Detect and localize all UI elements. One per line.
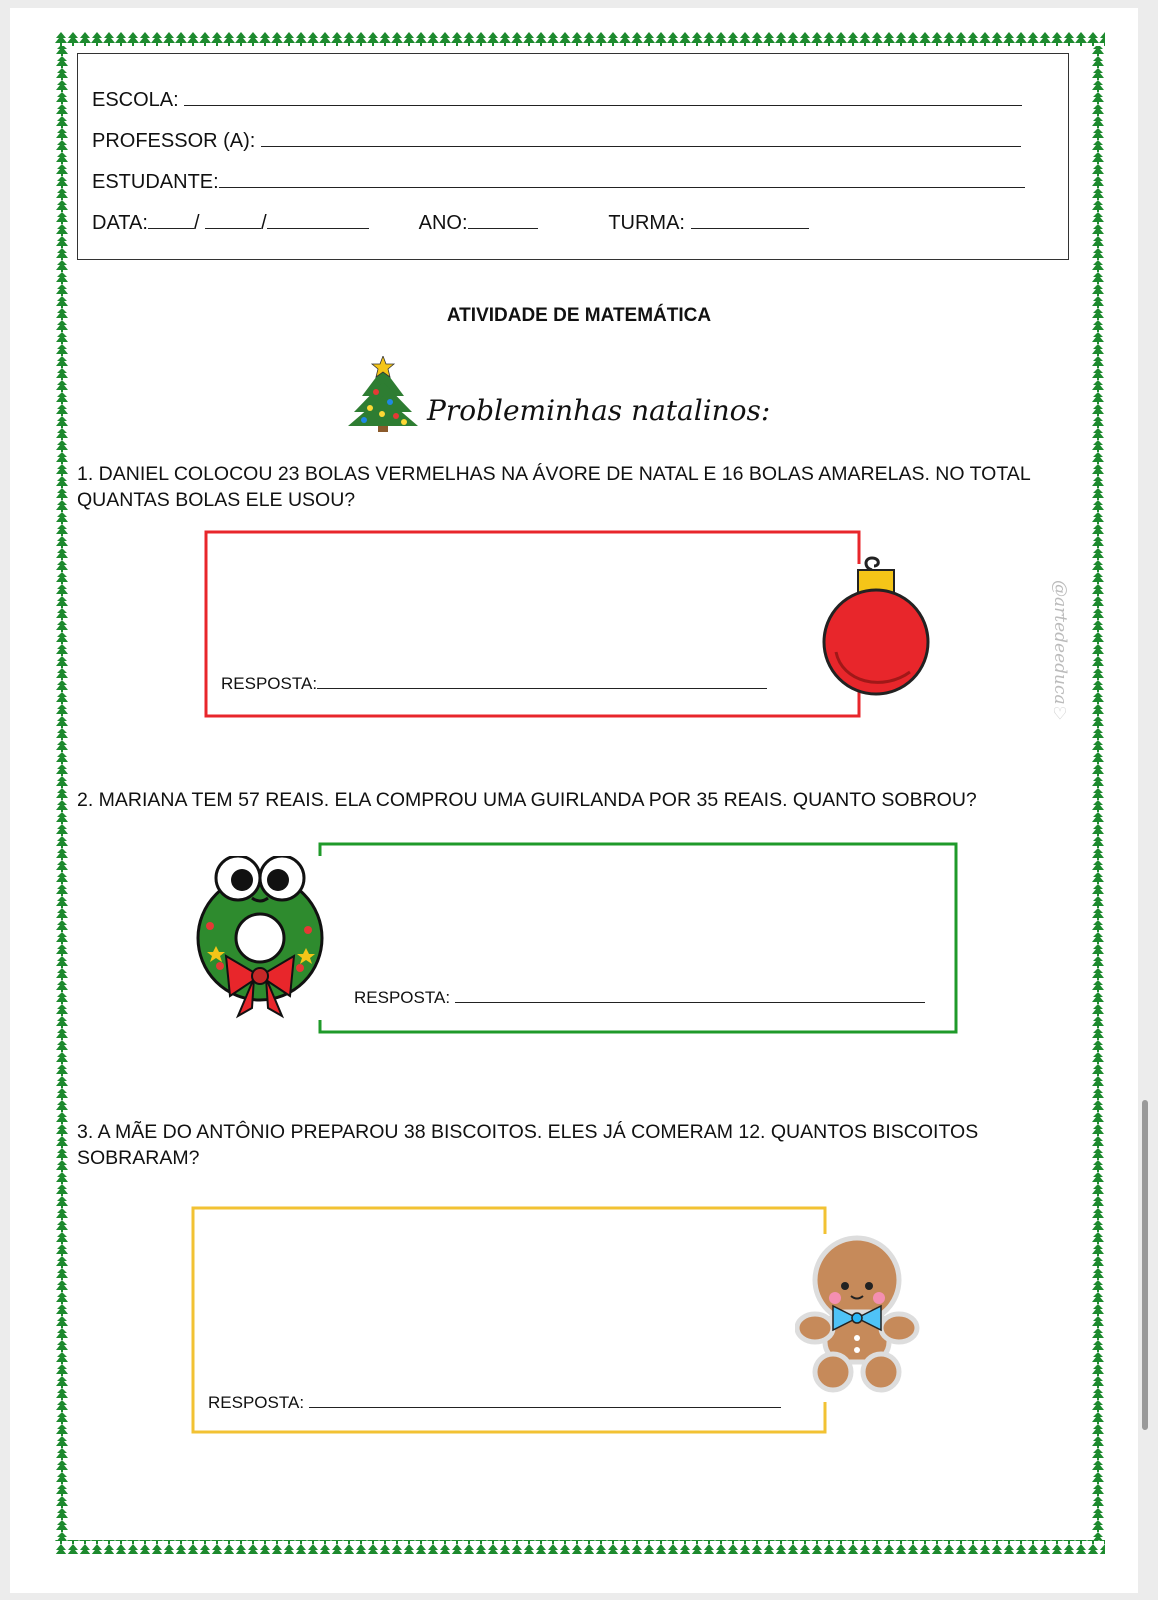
- answer-field-2[interactable]: [455, 988, 925, 1003]
- wreath-icon: [190, 856, 335, 1021]
- teacher-row: [92, 128, 1021, 153]
- date-month-field[interactable]: [205, 210, 261, 229]
- header-box: [77, 53, 1069, 260]
- date-separator: /: [193, 212, 200, 234]
- date-day-field[interactable]: [148, 210, 194, 229]
- answer-row-3: [208, 1393, 781, 1413]
- school-row: [92, 87, 1022, 112]
- watermark: [1050, 580, 1070, 725]
- class-field[interactable]: [691, 210, 809, 229]
- student-label: ESTUDANTE:: [92, 171, 219, 193]
- answer-label-2: RESPOSTA:: [354, 988, 451, 1007]
- class-label: TURMA:: [608, 212, 685, 234]
- scrollbar[interactable]: [1142, 1100, 1148, 1430]
- school-label: ESCOLA:: [92, 89, 179, 111]
- date-year-field[interactable]: [267, 210, 369, 229]
- question-1: 1. DANIEL COLOCOU 23 BOLAS VERMELHAS NA ÁVORE DE NATAL E 16 BOLAS AMARELAS. NO TOTAL QUANTAS BOLAS ELE USOU?: [77, 463, 1030, 511]
- watermark-text: @artedeeduca: [1050, 580, 1070, 705]
- heart-icon: ♡: [1050, 704, 1070, 725]
- answer-label-1: RESPOSTA:: [221, 674, 318, 693]
- date-row: [92, 210, 809, 235]
- question-2: 2. MARIANA TEM 57 REAIS. ELA COMPROU UMA GUIRLANDA POR 35 REAIS. QUANTO SOBROU?: [77, 789, 977, 811]
- ornament-ball-icon: [822, 552, 932, 702]
- date-separator: /: [261, 212, 267, 234]
- subtitle: Probleminhas natalinos:: [427, 394, 771, 427]
- answer-label-3: RESPOSTA:: [208, 1393, 305, 1412]
- gingerbread-icon: [795, 1234, 921, 1396]
- question-3: 3. A MÃE DO ANTÔNIO PREPAROU 38 BISCOITOS. ELES JÁ COMERAM 12. QUANTOS BISCOITOS SOBRARAM?: [77, 1121, 979, 1169]
- answer-field-3[interactable]: [309, 1393, 781, 1408]
- page-title: ATIVIDADE DE MATEMÁTICA: [446, 305, 712, 326]
- year-label: ANO:: [418, 212, 468, 234]
- teacher-label: PROFESSOR (A):: [92, 130, 256, 152]
- teacher-field[interactable]: [261, 128, 1021, 147]
- year-field[interactable]: [468, 210, 538, 229]
- student-field[interactable]: [219, 169, 1025, 188]
- school-field[interactable]: [184, 87, 1022, 106]
- answer-row-1: [221, 674, 767, 694]
- date-label: DATA:: [92, 212, 148, 234]
- christmas-tree-icon: [346, 356, 420, 436]
- student-row: [92, 169, 1025, 194]
- answer-row-2: [354, 988, 925, 1008]
- answer-field-1[interactable]: [317, 674, 767, 689]
